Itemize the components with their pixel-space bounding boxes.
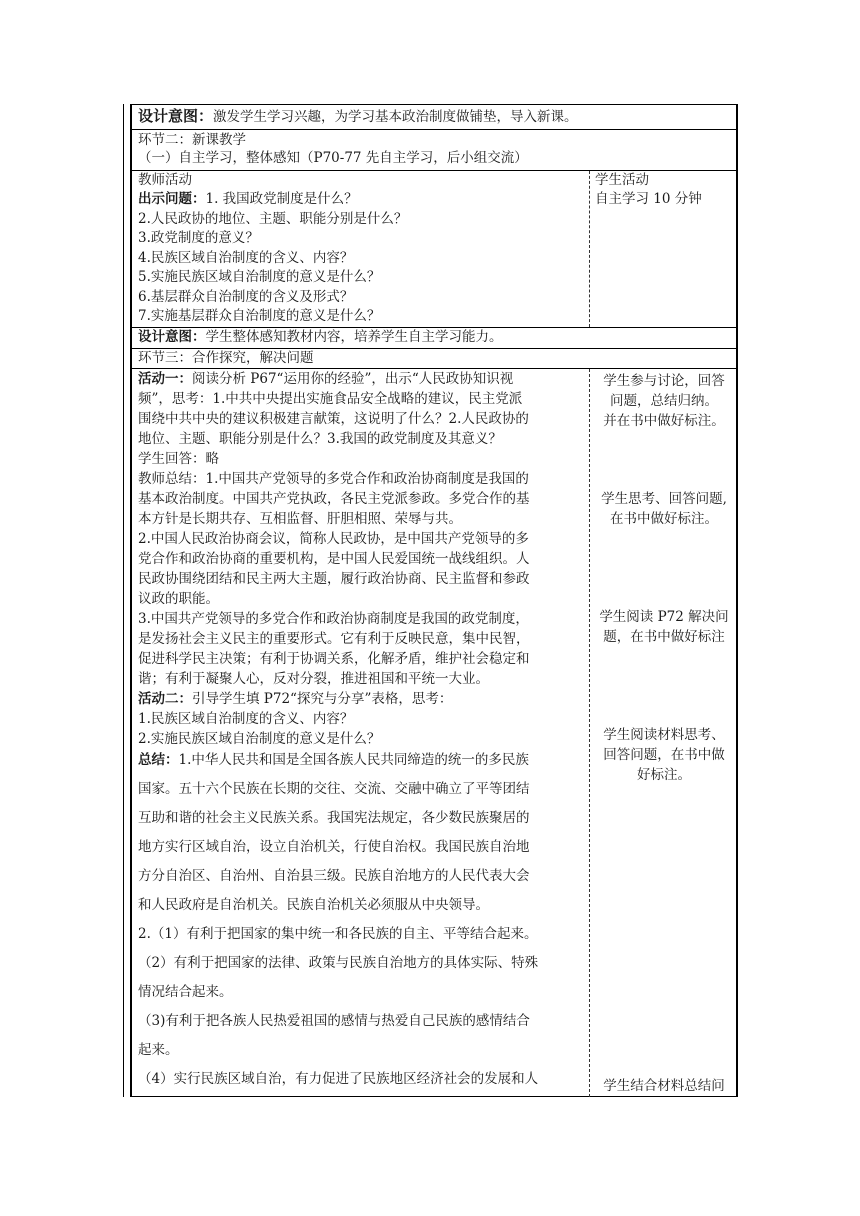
activity1-line <box>138 371 513 388</box>
summary-line: 民政协围绕团结和民主两大主题，履行政治协商、民主监督和参政 <box>138 571 530 587</box>
summary2-line: 地方实行区域自治，设立自治机关，行使自治权。我国民族自治地 <box>138 839 530 855</box>
question-item: 5.实施民族区域自治制度的意义是什么？ <box>138 269 381 285</box>
significance-line: 起来。 <box>138 1042 179 1058</box>
activity2-question: 1.民族区域自治制度的含义、内容？ <box>138 711 354 727</box>
summary2-label: 总结： <box>138 752 179 768</box>
step3-title: 环节三：合作探究，解决问题 <box>138 350 314 366</box>
row-divider <box>131 348 738 349</box>
student-note-4-line: 回答问题，在书中做 <box>603 747 725 763</box>
design-intent-2-label: 设计意图： <box>138 329 206 345</box>
teacher-activity-header: 教师活动 <box>138 172 192 188</box>
question-item: 6.基层群众自治制度的含义及形式？ <box>138 289 354 305</box>
activity1-line: 频”，思考：1.中共中央提出实施食品安全战略的建议，民主党派 <box>138 391 523 407</box>
student-note-5: 学生结合材料总结问 <box>603 1078 725 1094</box>
design-intent-label: 设计意图： <box>138 107 214 125</box>
student-note-1-line: 学生参与讨论，回答 <box>603 373 725 389</box>
summary2-text: 1.中华人民共和国是全国各族人民共同缔造的统一的多民族 <box>178 752 529 768</box>
design-intent-row <box>138 108 578 126</box>
student-note-3-line: 学生阅读 P72 解决问 <box>599 609 729 625</box>
summary-line: 是发扬社会主义民主的重要形式。它有利于反映民意，集中民智， <box>138 631 530 647</box>
student-answer: 学生回答：略 <box>138 451 219 467</box>
student-activity-header: 学生活动 <box>595 172 649 188</box>
question-item: 4.民族区域自治制度的含义、内容？ <box>138 250 354 266</box>
activity1-line: 围绕中共中央的建议积极建言献策，这说明了什么？2.人民政协的 <box>138 411 529 427</box>
significance-line: （3)有利于把各族人民热爱祖国的感情与热爱自己民族的感情结合 <box>138 1013 530 1029</box>
summary-line: 党合作和政治协商的重要机构，是中国人民爱国统一战线组织。人 <box>138 551 530 567</box>
row-divider <box>131 368 738 369</box>
student-note-4-line: 好标注。 <box>637 767 691 783</box>
significance-line: 2.（1）有利于把国家的集中统一和各民族的自主、平等结合起来。 <box>138 926 538 942</box>
design-intent-text: 激发学生学习兴趣，为学习基本政治制度做铺垫，导入新课。 <box>213 109 578 125</box>
question-1: 1. 我国政党制度是什么？ <box>205 191 358 207</box>
step2-subtitle: （一）自主学习，整体感知（P70-77 先自主学习，后小组交流） <box>138 150 528 166</box>
table-left-margin-bar <box>123 104 131 1097</box>
column-divider <box>589 171 590 327</box>
summary2-line: 国家。五十六个民族在长期的交往、交流、交融中确立了平等团结 <box>138 781 530 797</box>
summary-line: 3.中国共产党领导的多党合作和政治协商制度是我国的政党制度， <box>138 611 529 627</box>
student-note-2-line: 在书中做好标注。 <box>610 511 718 527</box>
question-item: 3.政党制度的意义？ <box>138 230 259 246</box>
summary-line: 促进科学民主决策；有利于协调关系，化解矛盾，维护社会稳定和 <box>138 651 530 667</box>
row-divider <box>131 327 738 328</box>
student-note-1-line: 并在书中做好标注。 <box>603 413 725 429</box>
summary-line: 2.中国人民政治协商会议，简称人民政协，是中国共产党领导的多 <box>138 531 529 547</box>
summary-line: 本方针是长期共存、互相监督、肝胆相照、荣辱与共。 <box>138 511 462 527</box>
significance-line: 情况结合起来。 <box>138 984 233 1000</box>
summary2-line: 互助和谐的社会主义民族关系。我国宪法规定，各少数民族聚居的 <box>138 810 530 826</box>
significance-line: （2）有利于把国家的法律、政策与民族自治地方的具体实际、特殊 <box>138 955 539 971</box>
questions-label: 出示问题： <box>138 191 206 207</box>
student-note-2-line: 学生思考、回答问题, <box>601 491 727 507</box>
activity2-line <box>138 691 452 708</box>
summary-line: 教师总结：1.中国共产党领导的多党合作和政治协商制度是我国的 <box>138 471 529 487</box>
step2-title: 环节二：新课教学 <box>138 132 246 148</box>
summary-line: 谐；有利于凝聚人心，反对分裂，推进祖国和平统一大业。 <box>138 671 489 687</box>
significance-line: （4）实行民族区域自治，有力促进了民族地区经济社会的发展和人 <box>138 1071 539 1087</box>
student-activity-text: 自主学习 10 分钟 <box>595 191 702 207</box>
question-item: 7.实施基层群众自治制度的意义是什么？ <box>138 308 381 324</box>
activity2-label: 活动二： <box>138 691 192 707</box>
activity2-text: 引导学生填 P72“探究与分享”表格，思考： <box>192 691 453 707</box>
summary-line: 议政的职能。 <box>138 591 219 607</box>
summary2-line: 和人民政府是自治机关。民族自治机关必须服从中央领导。 <box>138 897 489 913</box>
activity1-label: 活动一： <box>138 371 192 387</box>
question-item: 2.人民政协的地位、主题、职能分别是什么？ <box>138 211 408 227</box>
questions-line-1 <box>138 191 358 208</box>
summary-line: 基本政治制度。中国共产党执政，各民主党派参政。多党合作的基 <box>138 491 530 507</box>
student-note-3-line: 题，在书中做好标注 <box>603 629 725 645</box>
student-note-4-line: 学生阅读材料思考、 <box>603 727 725 743</box>
student-note-1-line: 问题，总结归纳。 <box>610 393 718 409</box>
row-divider <box>131 129 738 130</box>
activity2-question: 2.实施民族区域自治制度的意义是什么？ <box>138 731 381 747</box>
design-intent-2-text: 学生整体感知教材内容，培养学生自主学习能力。 <box>205 329 503 345</box>
activity1-line: 地位、主题、职能分别是什么？3.我国的政党制度及其意义？ <box>138 431 502 447</box>
summary2-line: 方分自治区、自治州、自治县三级。民族自治地方的人民代表大会 <box>138 868 530 884</box>
activity1-text: 阅读分析 P67“运用你的经验”，出示“人民政协知识视 <box>192 371 514 387</box>
summary2-line <box>138 752 529 769</box>
design-intent-2-row <box>138 329 503 346</box>
row-divider <box>131 170 738 171</box>
